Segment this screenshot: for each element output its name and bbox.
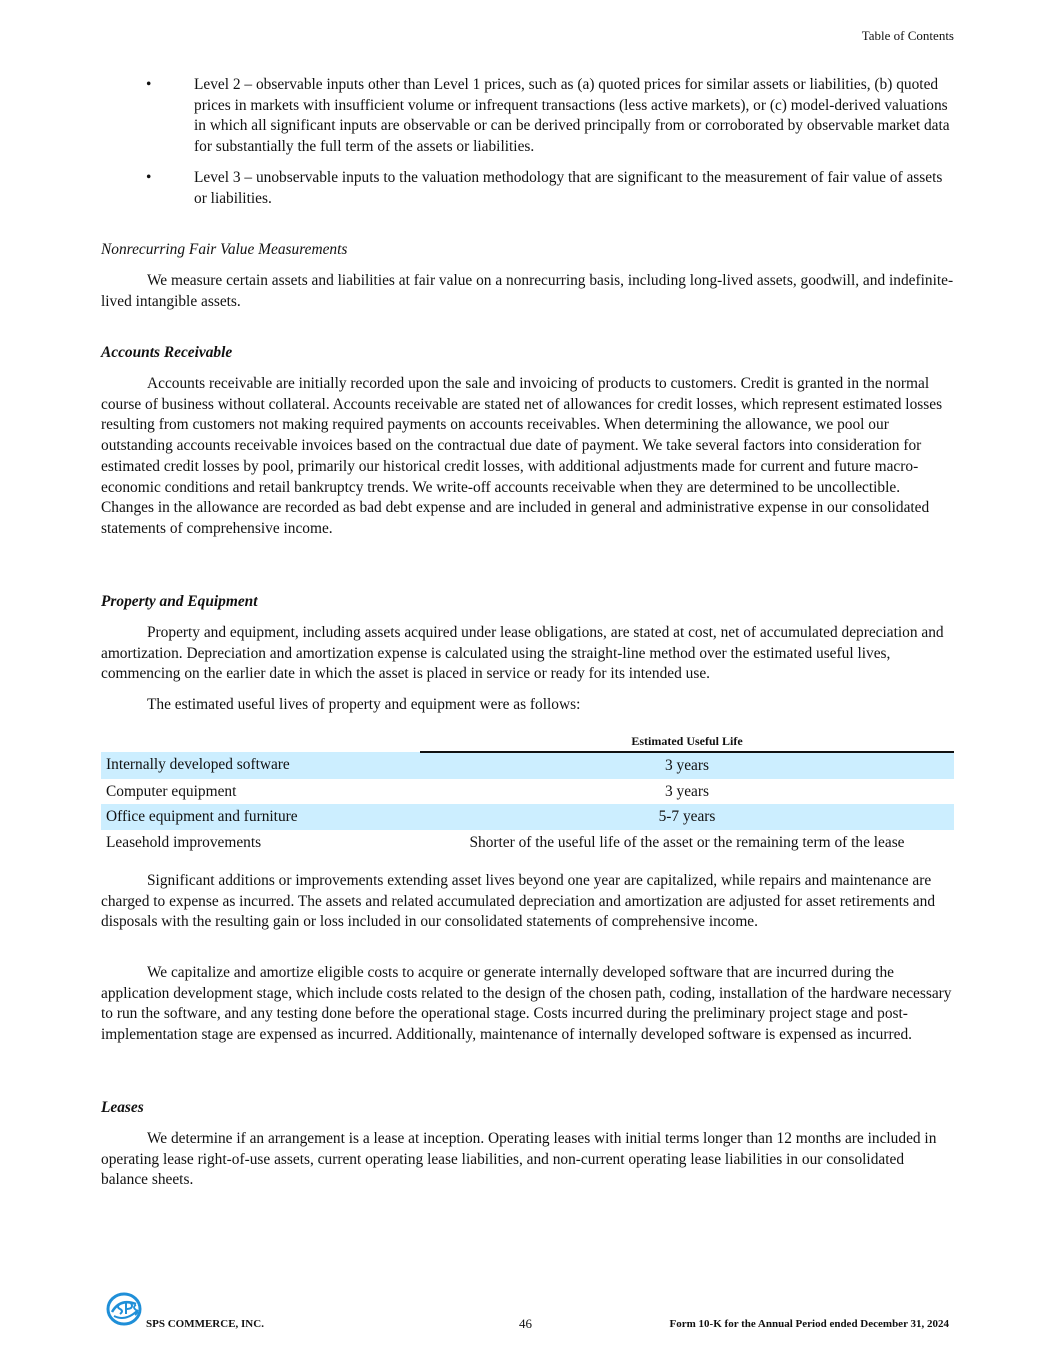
table-row	[101, 779, 954, 805]
column-header-estimated-useful-life: Estimated Useful Life	[420, 734, 954, 752]
useful-lives-table	[101, 734, 954, 856]
nonrecurring-paragraph: We measure certain assets and liabilities at fair value on a nonrecurring basis, including long-lived assets, goodwill, and indefinite-lived intangible assets.	[101, 272, 954, 310]
company-name: SPS COMMERCE, INC.	[146, 1318, 264, 1330]
bullet-text: Level 2 – observable inputs other than Level 1 prices, such as (a) quoted prices for similar assets or liabilities, (b) quoted prices in markets with insufficient volume or infrequent transactions (less active markets), or (c) model-derived valuations in which all significant inputs are observable or can be derived principally from or corroborated by observable market data for substantially the full term of the assets or liabilities.	[194, 76, 950, 156]
property-paragraph-2: The estimated useful lives of property and equipment were as follows:	[147, 696, 581, 713]
bullet-text: Level 3 – unobservable inputs to the valuation methodology that are significant to the measurement of fair value of assets or liabilities.	[194, 169, 943, 207]
property-paragraph-3: Significant additions or improvements extending asset lives beyond one year are capitalized, while repairs and maintenance are charged to expense as incurred. The assets and related accumulated depreciation and amortization are adjusted for asset retirements and disposals with the resulting gain or loss included in our consolidated statements of comprehensive income.	[101, 872, 936, 931]
table-row	[101, 830, 954, 856]
bullet-symbol: •	[146, 76, 152, 93]
asset-category: Computer equipment	[106, 782, 237, 800]
useful-life-value: 3 years	[664, 782, 709, 800]
nonrecurring-heading: Nonrecurring Fair Value Measurements	[101, 241, 348, 258]
leases-heading: Leases	[101, 1099, 144, 1116]
page-number: 46	[519, 1316, 532, 1331]
useful-life-value: Shorter of the useful life of the asset or the remaining term of the lease	[469, 833, 905, 851]
asset-category: Internally developed software	[101, 752, 420, 779]
bullet-level-2	[101, 75, 954, 158]
useful-life-value: 5-7 years	[420, 804, 954, 830]
table-of-contents-link[interactable]: Table of Contents	[861, 28, 954, 43]
property-paragraph-4: We capitalize and amortize eligible costs to acquire or generate internally developed software that are incurred during the application development stage, which include costs related to the design of the chosen path, coding, installation of the hardware necessary to run the software, and any testing done before the operational stage. Costs incurred during the preliminary project stage and post-implementation stage are expensed as incurred. Additionally, maintenance of internally developed software is expensed as incurred.	[101, 964, 952, 1044]
form-reference: Form 10-K for the Annual Period ended December 31, 2024	[669, 1318, 949, 1330]
property-heading: Property and Equipment	[101, 593, 258, 610]
accounts-receivable-paragraph: Accounts receivable are initially recorded upon the sale and invoicing of products to customers. Credit is granted in the normal course of business without collateral. Accounts receivable are stated net of allowances for credit losses, which represent estimated losses resulting from customers not making required payments on accounts receivables. When determining the allowance, we pool our outstanding accounts receivable invoices based on the contractual due date of payment. We take several factors into consideration for estimated credit losses by pool, primarily our historical credit losses, with additional adjustments made for current and future macro-economic conditions and retail bankruptcy trends. We write-off accounts receivable when they are determined to be uncollectible. Changes in the allowance are recorded as bad debt expense and are included in general and administrative expense in our consolidated statements of comprehensive income.	[101, 375, 943, 537]
sps-commerce-logo-icon	[106, 1292, 144, 1326]
accounts-receivable-heading: Accounts Receivable	[101, 344, 233, 361]
table-header-row	[101, 734, 954, 752]
asset-category: Office equipment and furniture	[101, 804, 420, 830]
table-header-empty	[101, 734, 420, 752]
bullet-symbol: •	[146, 169, 152, 186]
useful-life-value: 3 years	[420, 752, 954, 779]
table-row	[101, 804, 954, 830]
leases-paragraph: We determine if an arrangement is a lease at inception. Operating leases with initial terms longer than 12 months are included in operating lease right-of-use assets, current operating lease liabilities, and non-current operating lease liabilities in our consolidated balance sheets.	[101, 1130, 937, 1189]
property-paragraph-1: Property and equipment, including assets acquired under lease obligations, are stated at cost, net of accumulated depreciation and amortization. Depreciation and amortization expense is calculated using the straight-line method over the estimated useful lives, commencing on the earlier date in which the asset is placed in service or ready for its intended use.	[101, 624, 944, 683]
asset-category: Leasehold improvements	[106, 833, 262, 851]
table-row	[101, 752, 954, 779]
bullet-level-3	[101, 168, 954, 209]
